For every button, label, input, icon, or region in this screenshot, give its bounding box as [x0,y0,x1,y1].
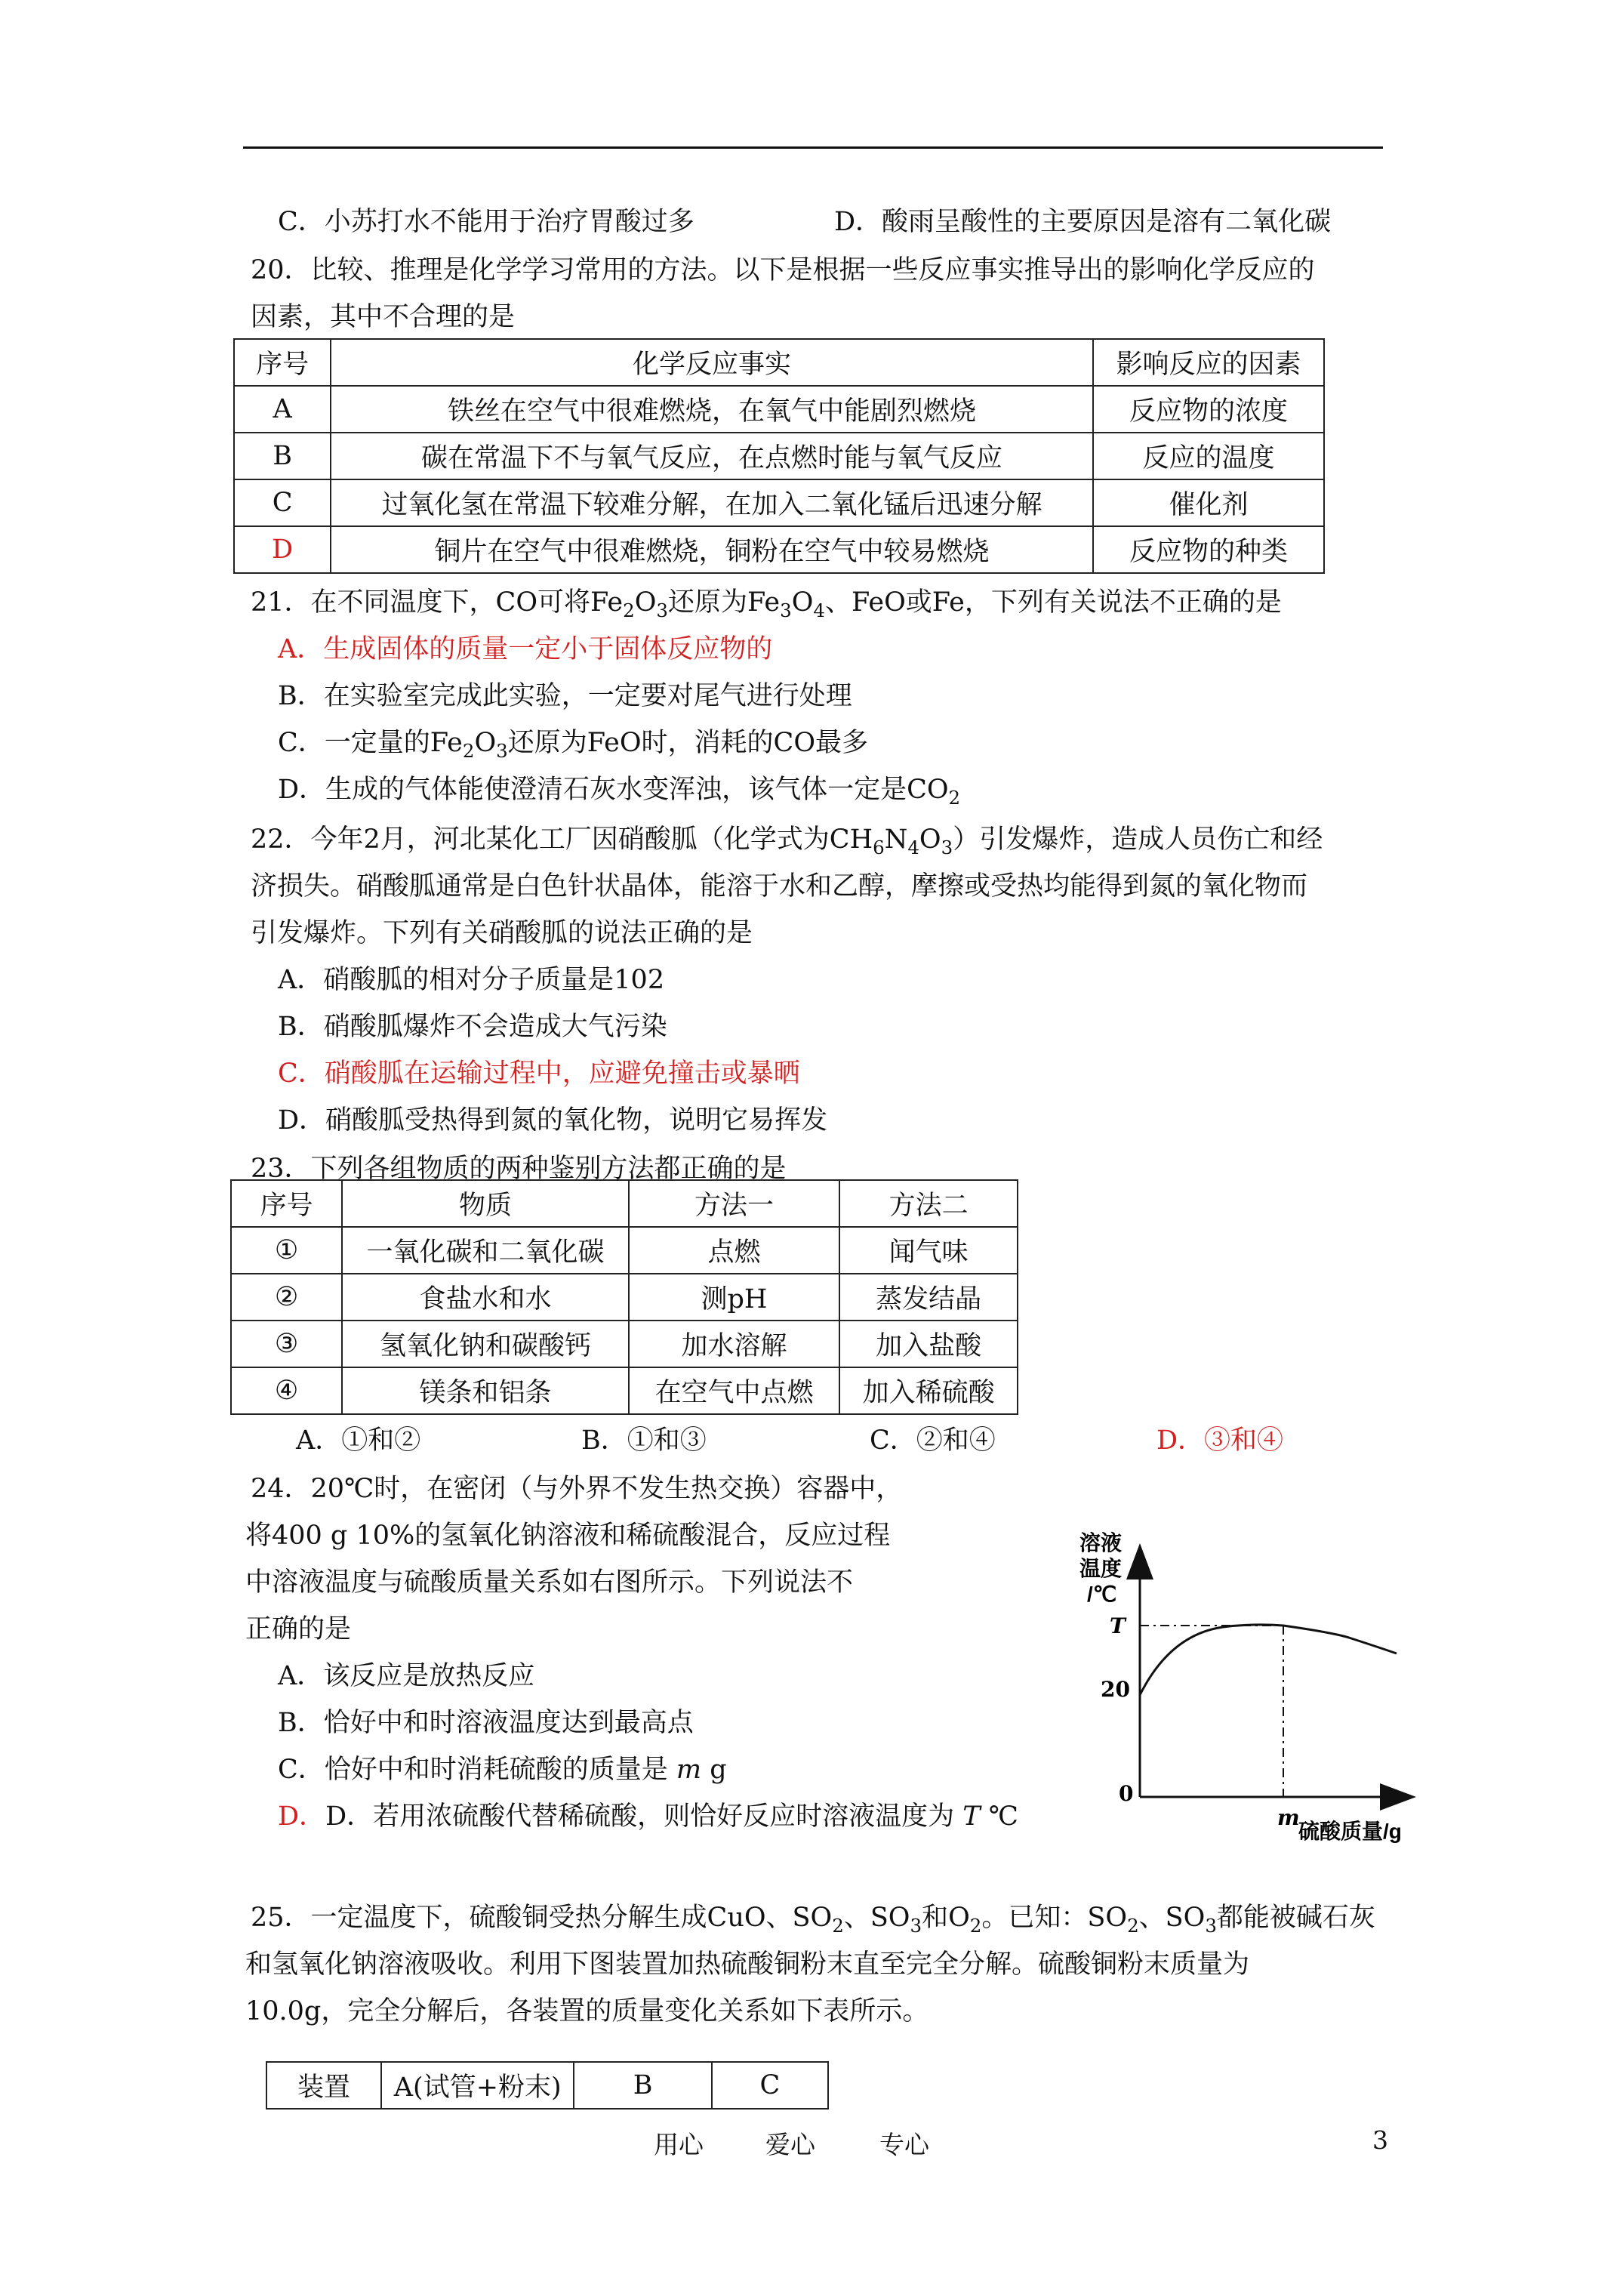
table-cell: A [234,386,331,433]
table-header-row [231,1180,1018,1227]
q22-option-d: D．硝酸胍受热得到氮的氧化物，说明它易挥发 [278,1105,828,1136]
q23-option-b: B．①和③ [581,1425,707,1456]
table-cell: ① [231,1227,342,1274]
table-cell: 在空气中点燃 [629,1367,839,1414]
footer-text-2: 爱心 [765,2130,815,2159]
q25-table [266,2061,829,2110]
q24-stem-line4: 正确的是 [245,1614,352,1644]
table-cell: 加水溶解 [629,1321,839,1367]
table-row [231,1321,1018,1367]
table-cell: 反应物的种类 [1093,526,1324,573]
table-header-cell: C [712,2062,828,2109]
graph-xlabel: 硫酸质量/g [1298,1820,1402,1843]
table-cell: 食盐水和水 [342,1274,629,1321]
q20-stem-line1: 20．比较、推理是化学学习常用的方法。以下是根据一些反应事实推导出的影响化学反应的 [251,255,1315,285]
table-header-cell: 方法一 [629,1180,839,1227]
q24-stem-line2: 将400 g 10%的氢氧化钠溶液和稀硫酸混合，反应过程 [245,1521,891,1551]
q24-stem-line3: 中溶液温度与硫酸质量关系如右图所示。下列说法不 [245,1567,854,1598]
q24-option-b: B．恰好中和时溶液温度达到最高点 [278,1708,694,1738]
table-cell: ③ [231,1321,342,1367]
table-row [231,1367,1018,1414]
q21-option-a: A．生成固体的质量一定小于固体反应物的 [278,634,773,664]
q23-option-a: A．①和② [296,1425,421,1456]
table-row [234,526,1324,573]
table-header-cell: A(试管+粉末) [381,2062,574,2109]
table-header-cell: 化学反应事实 [331,339,1093,386]
q24-option-c: C．恰好中和时消耗硫酸的质量是 m g [278,1755,727,1785]
table-header-cell: 装置 [266,2062,381,2109]
table-header-cell: B [574,2062,711,2109]
header-rule [243,146,1383,149]
q22-stem-line1: 22．今年2月，河北某化工厂因硝酸胍（化学式为$CH_6N_4O_3$）引发爆炸，造成人员伤亡和经 [251,824,1323,858]
table-cell: 碳在常温下不与氧气反应，在点燃时能与氧气反应 [331,433,1093,479]
graph-tick-m: m [1277,1805,1300,1830]
q19-option-c: C．小苏打水不能用于治疗胃酸过多 [278,207,694,237]
q21-option-c: C．一定量的$Fe_2O_3$还原为FeO时，消耗的CO最多 [278,728,869,762]
table-header-cell: 序号 [234,339,331,386]
q24-option-d-text: D．若用浓硫酸代替稀硫酸，则恰好反应时溶液温度为 [325,1801,955,1832]
table-cell: ④ [231,1367,342,1414]
q23-stem: 23．下列各组物质的两种鉴别方法都正确的是 [251,1154,787,1184]
q23-option-c: C．②和④ [870,1425,996,1456]
table-cell: ② [231,1274,342,1321]
table-cell: 一氧化碳和二氧化碳 [342,1227,629,1274]
table-cell: 测pH [629,1274,839,1321]
q24-option-a: A．该反应是放热反应 [278,1661,535,1691]
q20-table [233,338,1325,574]
table-cell: 催化剂 [1093,479,1324,526]
q21-stem: 21．在不同温度下，CO可将$Fe_2O_3$还原为$Fe_3O_4$、FeO或Fe，下列有关说法不正确的是 [251,587,1282,621]
graph-tick-t: T [1110,1613,1126,1638]
q22-stem-line2: 济损失。硝酸胍通常是白色针状晶体，能溶于水和乙醇，摩擦或受热均能得到氮的氧化物而 [251,871,1308,901]
table-header-cell: 物质 [342,1180,629,1227]
q21-option-b: B．在实验室完成此实验，一定要对尾气进行处理 [278,681,852,711]
table-row [231,1274,1018,1321]
table-row [234,479,1324,526]
q23-table [230,1179,1018,1415]
q19-option-d: D．酸雨呈酸性的主要原因是溶有二氧化碳 [834,207,1332,237]
table-cell: 加入盐酸 [839,1321,1018,1367]
table-cell: 镁条和铝条 [342,1367,629,1414]
graph-ylabel-3: /℃ [1087,1583,1117,1606]
graph-ylabel-2: 温度 [1079,1557,1123,1580]
table-cell: 氢氧化钠和碳酸钙 [342,1321,629,1367]
q22-option-a: A．硝酸胍的相对分子质量是102 [278,965,665,995]
table-header-row [234,339,1324,386]
table-cell: 闻气味 [839,1227,1018,1274]
graph-tick-20: 20 [1101,1677,1130,1702]
q20-stem-line2: 因素，其中不合理的是 [251,302,516,332]
q23-option-d: D．③和④ [1156,1425,1284,1456]
table-header-cell: 方法二 [839,1180,1018,1227]
graph-tick-0: 0 [1119,1781,1134,1806]
table-cell: 铜片在空气中很难燃烧，铜粉在空气中较易燃烧 [331,526,1093,573]
table-cell: 蒸发结晶 [839,1274,1018,1321]
q25-line2: 和氢氧化钠溶液吸收。利用下图装置加热硫酸铜粉末直至完全分解。硫酸铜粉末质量为 [245,1949,1250,1980]
graph-curve [1140,1625,1397,1695]
page-number: 3 [1372,2125,1388,2155]
footer-text-3: 专心 [879,2130,929,2159]
table-cell: 反应的温度 [1093,433,1324,479]
q24-option-d: D．D．若用浓硫酸代替稀硫酸，则恰好反应时溶液温度为 T ℃ [278,1801,1018,1832]
graph-ylabel-1: 溶液 [1079,1531,1123,1555]
table-cell: 加入稀硫酸 [839,1367,1018,1414]
table-cell: 铁丝在空气中很难燃烧，在氧气中能剧烈燃烧 [331,386,1093,433]
table-header-row [266,2062,828,2109]
table-cell-answer: D [234,526,331,573]
table-cell: 过氧化氢在常温下较难分解，在加入二氧化锰后迅速分解 [331,479,1093,526]
q22-stem-line3: 引发爆炸。下列有关硝酸胍的说法正确的是 [251,918,753,948]
q21-option-d: D．生成的气体能使澄清石灰水变浑浊，该气体一定是$CO_2$ [278,775,961,809]
q25-line1: 25．一定温度下，硫酸铜受热分解生成CuO、$SO_2$、$SO_3$和$O_2$。已知：$SO_2$、$SO_3$都能被碱石灰 [251,1903,1375,1937]
temperature-graph [1034,1514,1442,1857]
q22-option-b: B．硝酸胍爆炸不会造成大气污染 [278,1012,667,1042]
table-cell: B [234,433,331,479]
table-header-cell: 序号 [231,1180,342,1227]
table-cell: C [234,479,331,526]
table-row [231,1227,1018,1274]
q22-option-c: C．硝酸胍在运输过程中，应避免撞击或暴晒 [278,1059,800,1089]
table-cell: 点燃 [629,1227,839,1274]
table-row [234,433,1324,479]
q24-stem-line1: 24．20℃时，在密闭（与外界不发生热交换）容器中， [251,1474,903,1504]
table-header-cell: 影响反应的因素 [1093,339,1324,386]
table-cell: 反应物的浓度 [1093,386,1324,433]
q25-line3: 10.0g，完全分解后，各装置的质量变化关系如下表所示。 [245,1996,929,2026]
table-row [234,386,1324,433]
footer-text-1: 用心 [654,2130,704,2159]
